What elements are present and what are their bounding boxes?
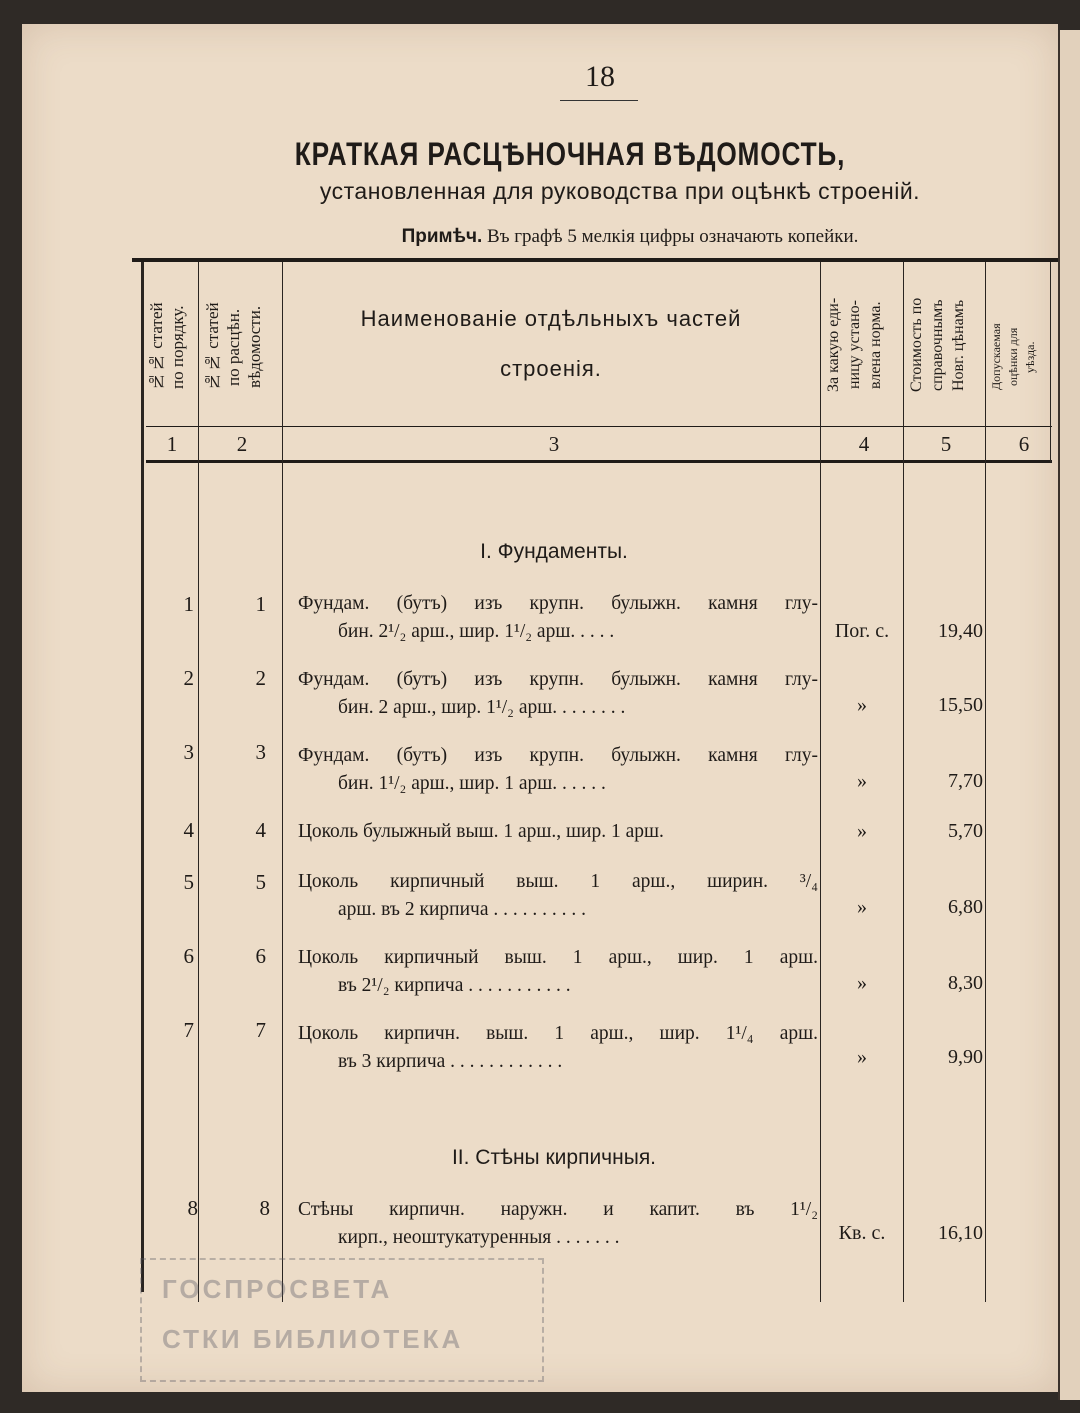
- column-number-6: 6: [1018, 432, 1030, 456]
- row-description: [298, 742, 818, 798]
- header-col2: №№ статей по расцѣн. вѣдомости.: [203, 302, 264, 392]
- row-price: 6,80: [948, 896, 983, 918]
- row-index: 7: [183, 1018, 194, 1042]
- header-col3-line2: строенія.: [500, 356, 602, 381]
- row-ref: 1: [255, 592, 266, 616]
- row-index: 2: [183, 666, 194, 690]
- row-index: 3: [183, 740, 194, 764]
- column-number-3: 3: [548, 432, 560, 456]
- row-price: 7,70: [948, 770, 983, 792]
- row-unit: Пог. с.: [834, 620, 890, 642]
- row-unit: »: [857, 694, 867, 716]
- adjacent-page-edge: [1058, 30, 1080, 1400]
- footnote-remark: [240, 226, 1020, 248]
- row-index: 5: [183, 870, 194, 894]
- row-desc-line1: Фундам. (бутъ) изъ крупн. булыжн. камня глу-: [298, 593, 818, 614]
- row-desc-line1: Цоколь кирпичный выш. 1 арш., шир. 1 арш.: [298, 947, 818, 968]
- document-title: КРАТКАЯ РАСЦѢНОЧНАЯ ВѢДОМОСТЬ,: [294, 136, 846, 172]
- section-heading-foundations: І. Фундаменты.: [480, 540, 628, 563]
- row-desc-line2: бин. 1¹/₂ арш., шир. 1 арш. . . . . .: [338, 773, 606, 794]
- header-col4: За какую еди- ницу устано- влена норма.: [825, 297, 884, 393]
- row-unit: »: [857, 820, 867, 842]
- col-divider-6: [1050, 262, 1051, 462]
- row-ref: 2: [255, 666, 266, 690]
- row-desc-line1: Цоколь кирпичный выш. 1 арш., ширин. ³/₄: [298, 871, 818, 892]
- row-description: [298, 818, 818, 846]
- table-left-border: [141, 262, 144, 1292]
- row-description: [298, 1196, 818, 1252]
- col-divider-2: [282, 262, 283, 1302]
- library-stamp: [140, 1258, 544, 1382]
- row-description: [298, 666, 818, 722]
- row-desc-line2: кирп., неоштукатуренныя . . . . . . .: [338, 1227, 620, 1248]
- row-unit: »: [857, 972, 867, 994]
- row-price: 9,90: [948, 1046, 983, 1068]
- row-description: [298, 944, 818, 1000]
- row-description: [298, 590, 818, 646]
- col-divider-5: [985, 262, 986, 1302]
- row-price: 16,10: [938, 1222, 983, 1244]
- row-unit: »: [857, 1046, 867, 1068]
- stamp-line2: СТКИ БИБЛИОТЕКА: [162, 1324, 464, 1354]
- row-ref: 5: [255, 870, 266, 894]
- row-ref: 6: [255, 944, 266, 968]
- row-price: 19,40: [938, 620, 983, 642]
- table-top-rule: [132, 258, 1058, 262]
- row-unit: Кв. с.: [838, 1222, 886, 1244]
- row-index: 6: [183, 944, 194, 968]
- section-heading-brick-walls: ІІ. Стѣны кирпичныя.: [451, 1146, 657, 1169]
- row-ref: 3: [255, 740, 266, 764]
- row-index: 8: [187, 1196, 198, 1220]
- note-label: Примѣч.: [401, 226, 483, 247]
- row-desc-line1: Стѣны кирпичн. наружн. и капит. въ 1¹/₂: [298, 1199, 818, 1220]
- row-ref: 7: [255, 1018, 266, 1042]
- row-price: 15,50: [938, 694, 983, 716]
- row-desc-line2: въ 2¹/₂ кирпича . . . . . . . . . . .: [338, 975, 571, 996]
- row-price: 5,70: [948, 820, 983, 842]
- column-number-2: 2: [236, 432, 248, 456]
- row-unit: »: [857, 770, 867, 792]
- row-unit: »: [857, 896, 867, 918]
- row-price: 8,30: [948, 972, 983, 994]
- stamp-line1: ГОСПРОСВЕТА: [162, 1274, 393, 1304]
- row-desc-line1: Фундам. (бутъ) изъ крупн. булыжн. камня глу-: [298, 669, 818, 690]
- row-desc-line1: Цоколь кирпичн. выш. 1 арш., шир. 1¹/₄ арш.: [298, 1023, 818, 1044]
- row-desc-line1: Фундам. (бутъ) изъ крупн. булыжн. камня глу-: [298, 745, 818, 766]
- header-col6: Допускаемая оцѣнки для уѣзда.: [989, 323, 1037, 391]
- page-number-rule: [560, 100, 638, 101]
- row-desc-line1: Цоколь булыжный выш. 1 арш., шир. 1 арш.: [298, 821, 664, 842]
- document-subtitle: установленная для руководства при оцѣнкѣ строеній.: [319, 178, 921, 204]
- row-ref: 4: [255, 818, 266, 842]
- col-divider-4: [903, 262, 904, 1302]
- row-description: [298, 868, 818, 924]
- header-col5: Стоимость по справочнымъ Новг. цѣнамъ: [908, 297, 967, 393]
- note-text: Въ графѣ 5 мелкія цифры означають копейки.: [487, 226, 859, 247]
- header-col3-line1: Наименованіе отдѣльныхъ частей: [360, 306, 742, 331]
- row-index: 1: [183, 592, 194, 616]
- column-number-4: 4: [858, 432, 870, 456]
- row-description: [298, 1020, 818, 1076]
- row-desc-line2: бин. 2¹/₂ арш., шир. 1¹/₂ арш. . . . .: [338, 621, 615, 642]
- row-desc-line2: бин. 2 арш., шир. 1¹/₂ арш. . . . . . . .: [338, 697, 626, 718]
- row-ref: 8: [259, 1196, 270, 1220]
- header-col1: №№ статей по порядку.: [147, 302, 187, 392]
- row-desc-line2: въ 3 кирпича . . . . . . . . . . . .: [338, 1051, 563, 1072]
- column-number-5: 5: [940, 432, 952, 456]
- column-number-1: 1: [166, 432, 178, 456]
- row-index: 4: [183, 818, 194, 842]
- page-number: 18: [585, 60, 615, 93]
- col-divider-1: [198, 262, 199, 1302]
- row-desc-line2: арш. въ 2 кирпича . . . . . . . . . .: [338, 899, 586, 920]
